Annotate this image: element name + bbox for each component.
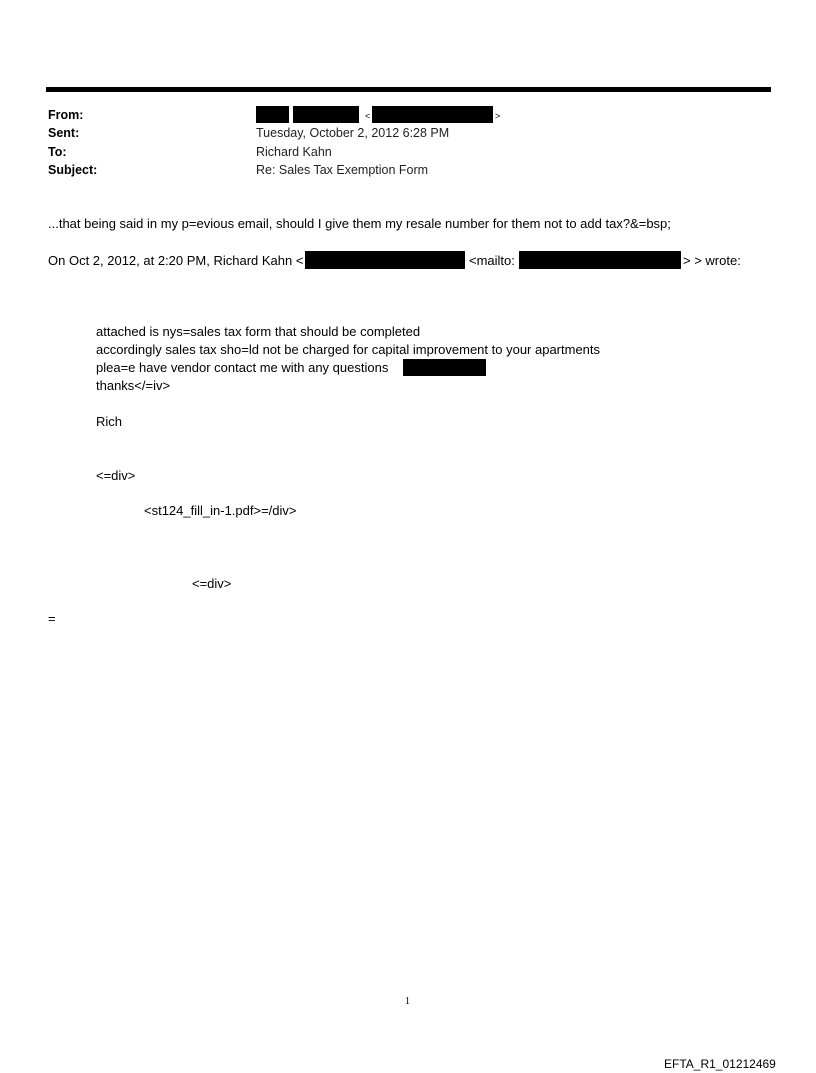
div-tag-1: <=div>: [96, 468, 136, 483]
div-tag-2: <=div>: [192, 576, 232, 591]
sent-value: Tuesday, October 2, 2012 6:28 PM: [256, 126, 450, 140]
sent-label: Sent:: [48, 126, 80, 140]
document-id: EFTA_R1_01212469: [664, 1057, 776, 1071]
trailing-equals: =: [48, 611, 56, 626]
redaction-from-email: [372, 106, 493, 123]
quote-intro-end: > > wrote:: [683, 253, 741, 268]
page-number: 1: [405, 996, 410, 1007]
quote-line-1: attached is nys=sales tax form that should be completed: [96, 324, 421, 339]
subject-label: Subject:: [48, 163, 98, 177]
quote-line-3: plea=e have vendor contact me with any questions: [96, 360, 389, 375]
quote-intro-start: On Oct 2, 2012, at 2:20 PM, Richard Kahn <: [48, 253, 304, 268]
redaction-from-first-name: [256, 106, 289, 123]
quote-intro-mailto: <mailto:: [469, 253, 515, 268]
redaction-phone: [403, 359, 486, 376]
quote-line-2: accordingly sales tax sho=ld not be charged for capital improvement to your apartments: [96, 342, 601, 357]
to-label: To:: [48, 145, 67, 159]
quote-line-4: thanks</=iv>: [96, 378, 171, 393]
redaction-from-last-name: [293, 106, 359, 123]
signature: Rich: [96, 414, 123, 429]
from-label: From:: [48, 108, 84, 122]
to-value: Richard Kahn: [256, 145, 332, 159]
attachment-name: <st124_fill_in-1.pdf>=/div>: [144, 503, 297, 518]
from-gt: >: [495, 111, 501, 121]
from-lt: <: [365, 111, 371, 121]
redaction-quote-email: [305, 251, 465, 269]
header-rule: [46, 87, 771, 92]
subject-value: Re: Sales Tax Exemption Form: [256, 163, 429, 177]
redaction-quote-mailto: [519, 251, 681, 269]
body-line-1: ...that being said in my p=evious email, should I give them my resale number for them not to add tax?&=bsp;: [48, 216, 671, 231]
